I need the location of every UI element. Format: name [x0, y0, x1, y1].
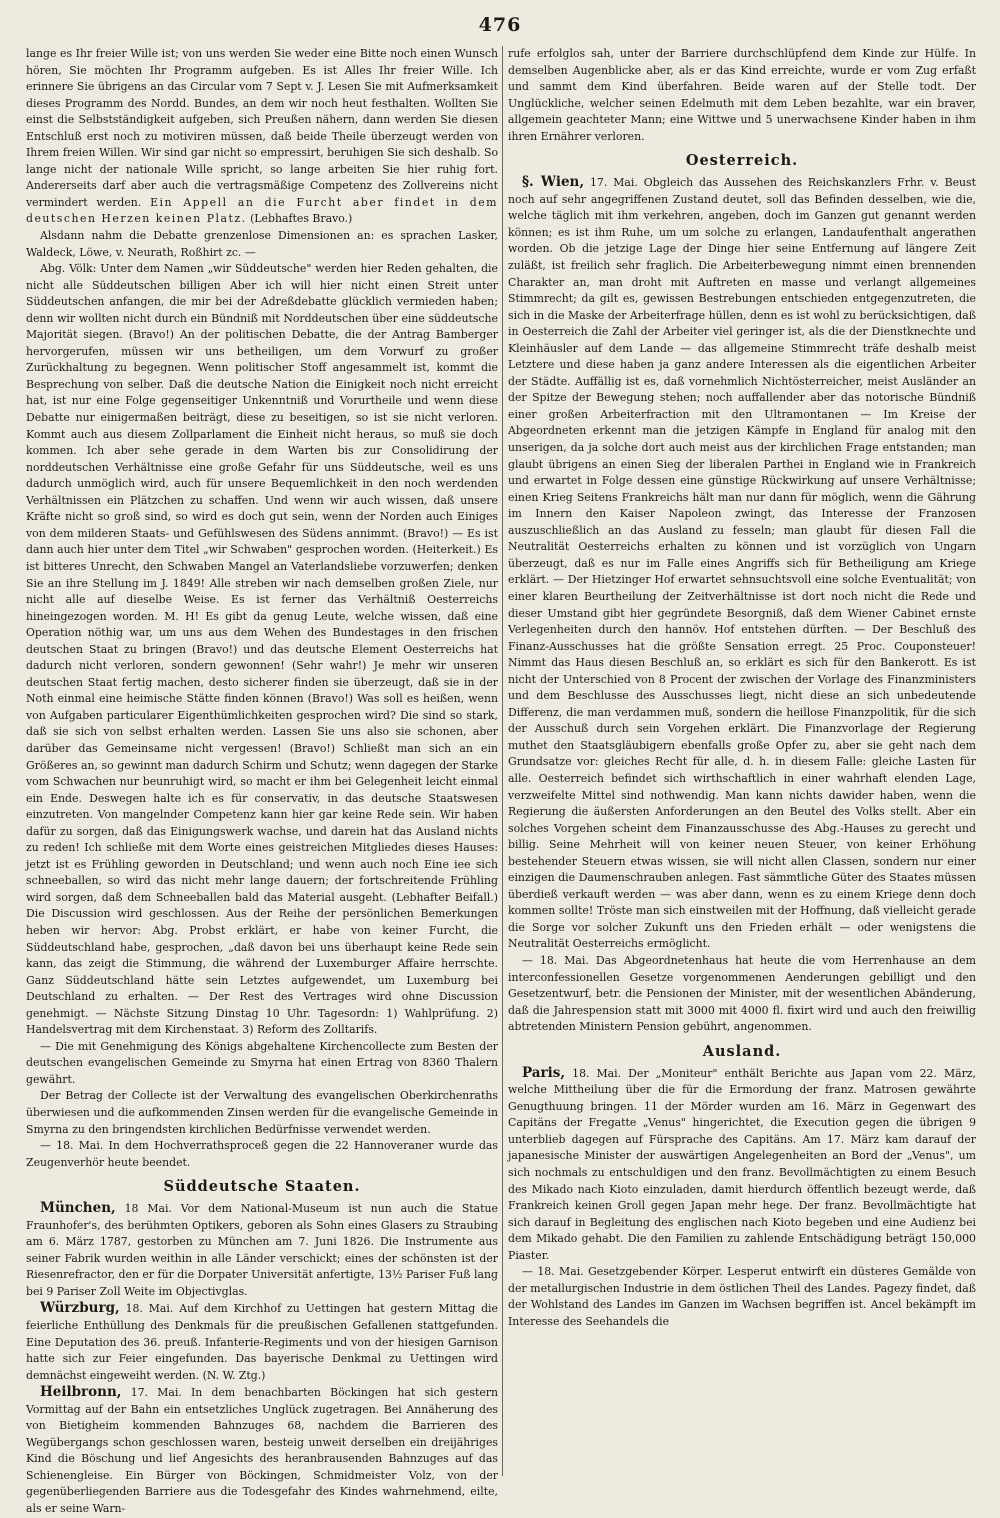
- dateline-place: Heilbronn,: [40, 1384, 122, 1401]
- news-text: 18 Mai. Vor dem National-Museum ist nun auch die Statue Fraunhofer's, des berühmten Optikers, geboren als Sohn eines Glasers zu Straubing am 6. März 1787, gestorben zu München am 7. Juni 1826. Die Instrumente aus seiner Fabrik wurden weithin in alle Länder verschickt; eines der schönsten ist der Riesenrefractor, den er für die Dorpater Universität anfertigte, 13½ Pariser Fuß lang bei 9 Pariser Zoll Weite im Objectivglas.: [26, 1202, 498, 1298]
- news-item-wien: [508, 174, 976, 953]
- article-paragraph: Abg. Völk: Unter dem Namen „wir Süddeutsche" werden hier Reden gehalten, die nicht alle Süddeutschen billigen Aber ich will hier nicht einen Streit unter Süddeutschen anfangen, die mir bei der Adreßdebatte glücklich vermieden haben; denn wir wollten nicht durch ein Bündniß mit Norddeutschen über eine süddeutsche Majorität siegen. (Bravo!) An der politischen Debatte, die der Antrag Bamberger hervorgerufen, müssen wir uns betheiligen, um dem Vorwurf zu großer Zurückhaltung zu begegnen. Wenn politischer Stoff angesammelt ist, kommt die Besprechung von selber. Daß die deutsche Nation die Einigkeit noch nicht erreicht hat, ist nur eine Folge gegenseitiger Unkenntniß und Vorurtheile und wenn diese Debatte nur einigermaßen beiträgt, diese zu beseitigen, so ist sie nicht verloren. Kommt auch aus diesem Zollparlament die Einheit nicht heraus, so muß sie doch kommen. Ich aber sehe gerade in dem Warten bis zur Consolidirung der norddeutschen Verhältnisse eine große Gefahr für uns Süddeutsche, weil es uns dadurch unmöglich wird, auch für unsere Bequemlichkeit in den noch werdenden Verhältnissen ein Plätzchen zu schaffen. Und wenn wir auch wissen, daß unsere Kräfte nicht so groß sind, so wird es doch gut sein, wenn der Norden auch Einiges von dem milderen Staats- und Gefühlswesen des Südens annimmt. (Bravo!) — Es ist dann auch hier unter dem Titel „wir Schwaben" gesprochen worden. (Heiterkeit.) Es ist bitteres Unrecht, den Schwaben Mangel an Vaterlandsliebe vorzuwerfen; denken Sie an ihre Stellung im J. 1849! Alle streben wir nach demselben großen Ziele, nur nicht alle auf dieselbe Weise. Es ist ferner das Verhältniß Oesterreichs hineingezogen worden. M. H! Es gibt da genug Leute, welche wissen, daß eine Operation nöthig war, um uns aus dem Wehen des Bundestages in den frischen deutschen Staat zu bringen (Bravo!) und das deutsche Element Oesterreichs hat dadurch nicht verloren, sondern gewonnen! (Sehr wahr!) Je mehr wir unseren deutschen Staat fertig machen, desto sicherer finden sie überzeugt, daß sie in der Noth einmal eine heimische Stätte finden können (Bravo!) Was soll es heißen, wenn von Aufgaben particularer Eigenthümlichkeiten gesprochen wird? Die sind so stark, daß sie sich von selbst erhalten werden. Lassen Sie uns also sie schonen, aber darüber das Gemeinsame nicht vergessen! (Bravo!) Schließt man sich an ein Größeres an, so gewinnt man dadurch Schirm und Schutz; wenn dagegen der Starke vom Schwachen nur beunruhigt wird, so macht er ihm bei Gelegenheit leicht einmal ein Ende. Deswegen halte ich es für conservativ, in das deutsche Staatswesen einzutreten. Von mangelnder Competenz kann hier gar keine Rede sein. Wir haben dafür zu sorgen, daß das Einigungswerk wachse, und darein hat das Ausland nichts zu reden! Ich schließe mit dem Worte eines geistreichen Mitgliedes dieses Hauses: jetzt ist es Frühling geworden in Deutschland; und wenn auch noch Eine iee sich schneeballen, so wird das nicht mehr lange dauern; der fortschreitende Frühling wird sorgen, daß dem Schneeballen bald das Material ausgeht. (Lebhafter Beifall.) Die Discussion wird geschlossen. Aus der Reihe der persönlichen Bemerkungen heben wir hervor: Abg. Probst erklärt, er habe von keiner Furcht, die Süddeutschland habe, gesprochen, „daß davon bei uns überhaupt keine Rede sein kann, das zeigt die Stimmung, die während der Luxemburger Affaire herrschte. Ganz Süddeutschland hätte sein Letztes aufgewendet, um Luxemburg bei Deutschland zu erhalten. — Der Rest des Vertrages wird ohne Discussion genehmigt. — Nächste Sitzung Dinstag 10 Uhr. Tagesordn: 1) Wahlprüfung. 2) Handelsvertrag mit dem Kirchenstaat. 3) Reform des Zolltarifs.: [26, 262, 498, 1037]
- news-text: 18. Mai. Auf dem Kirchhof zu Uettingen hat gestern Mittag die feierliche Enthüllung des Denkmals für die preußischen Gefallenen stattgefunden. Eine Deputation des 36. preuß. Infanterie-Regiments und von der hiesigen Garnison hatte sich zur Feier eingefunden. Das bayerische Denkmal zu Uettingen wird demnächst eingeweiht werden. (N. W. Ztg.): [26, 1302, 498, 1382]
- article-paragraph: — 18. Mai. In dem Hochverrathsproceß gegen die 22 Hannoveraner wurde das Zeugenverhör heute beendet.: [26, 1139, 498, 1169]
- article-paragraph: — 18. Mai. Das Abgeordnetenhaus hat heute die vom Herrenhause an dem interconfessionellen Gesetze vorgenommenen Aenderungen gebilligt und den Gesetzentwurf, betr. die Pensionen der Minister, mit der wesentlichen Abänderung, daß die Jahrespension statt mit 3000 mit 4000 fl. fixirt wird und auch den freiwillig abtretenden Ministern Pension gebührt, angenommen.: [508, 953, 976, 1034]
- article-paragraph: — 18. Mai. Gesetzgebender Körper. Lesperut entwirft ein düsteres Gemälde von der metallurgischen Industrie in dem östlichen Theil des Landes. Pagezy findet, daß der Wohlstand des Landes im Ganzen im Wachsen begriffen ist. Ancel bekämpft im Interesse des Seehandels die: [508, 1265, 976, 1328]
- section-heading-oesterreich: Oesterreich.: [685, 152, 799, 170]
- article-paragraph: rufe erfolglos sah, unter der Barriere durchschlüpfend dem Kinde zur Hülfe. In demselben Augenblicke aber, als er das Kind erreichte, wurde er vom Zug erfaßt und sammt dem Kind überfahren. Beide waren auf der Stelle todt. Der Unglückliche, welcher seinen Edelmuth mit dem Leben bezahlte, war ein braver, allgemein geachteter Mann; eine Wittwe und 5 unerwachsene Kinder haben in ihm ihren Ernährer verloren.: [508, 47, 976, 143]
- dateline-place: Paris,: [522, 1064, 566, 1081]
- section-heading-ausland: Ausland.: [702, 1042, 782, 1060]
- dateline-place: München,: [40, 1200, 116, 1217]
- news-text: 17. Mai. Obgleich das Aussehen des Reichskanzlers Frhr. v. Beust noch auf sehr angegriffenen Zustand deutet, soll das Befinden desselben, wie die, welche täglich mit ihm verkehren, angeben, doch im Ganzen gut genannt werden können; es ist ihm Ruhe, um um solche zu erlangen, Landaufenthalt angerathen worden. Ob die jetzige Lage der Dinge hier seine Entfernung auf längere Zeit zuläßt, ist freilich sehr fraglich. Die Arbeiterbewegung nimmt einen brennenden Charakter an, man droht mit Auftreten en masse und verlangt allgemeines Stimmrecht; da gilt es, gewissen Bestrebungen entschieden entgegenzutreten, die sich in die Maske der Arbeiterfrage hüllen, denn es ist wohl zu berücksichtigen, daß in Oesterreich die Zahl der Arbeiter viel geringer ist, als die der Dienstknechte und Kleinhäusler auf dem Lande — das allgemeine Stimmrecht träfe deshalb meist Letztere und diese haben ja ganz andere Interessen als die eigentlichen Arbeiter der Städte. Auffällig ist es, daß vornehmlich Nichtösterreicher, meist Ausländer an der Spitze der Bewegung stehen; noch auffallender aber das notorische Bündniß einer großen Arbeiterfraction mit den Ultramontanen — Im Kreise der Abgeordneten erkennt man die jetzigen Kämpfe in England für analog mit den unserigen, da ja solche dort auch meist aus der kirchlichen Frage entstanden; man glaubt übrigens an einen Sieg der liberalen Parthei in England wie in Frankreich und erwartet in Folge dessen eine günstige Rückwirkung auf unsere Verhältnisse; einen Krieg Seitens Frankreichs hält man nur dann für möglich, wenn die Gährung im Innern den Kaiser Napoleon zwingt, das Interesse der Franzosen auszuschließlich an das Ausland zu fesseln; man glaubt für diesen Fall die Neutralität Oesterreichs erhalten zu können und ist vorzüglich von Ungarn überzeugt, daß es nur im Falle eines Angriffs sich für Betheiligung am Kriege erklärt. — Der Hietzinger Hof erwartet sehnsuchtsvoll eine solche Eventualität; von einer klaren Beurtheilung der Zeitverhältnisse ist dort noch nicht die Rede und dieser Umstand gibt hier gegründete Besorgniß, daß dem Wiener Cabinet ernste Verlegenheiten durch den hannöv. Hof entstehen dürften. — Der Beschluß des Finanz-Ausschusses hat die größte Sensation erregt. 25 Proc. Couponsteuer! Nimmt das Haus diesen Beschluß an, so erklärt es sich für den Bankerott. Es ist nicht der Unterschied von 8 Procent der zwischen der Vorlage des Finanzministers und dem Beschlusse des Ausschusses liegt, nicht diese an sich unbedeutende Differenz, die man verdammen muß, sondern die heillose Finanzpolitik, für die sich der Ausschuß durch sein Vorgehen erklärt. Die Finanzvorlage der Regierung muthet den Staatsgläubigern ebenfalls große Opfer zu, aber sie geht nach dem Grundsatze vor: gleiches Recht für alle, d. h. in diesem Falle: gleiche Lasten für alle. Oesterreich befindet sich wirthschaftlich in einer wahrhaft elenden Lage, verzweifelte Mittel sind nothwendig. Man kann nichts dawider haben, wenn die Regierung die äußersten Anforderungen an den Beutel des Volks stellt. Aber ein solches Vorgehen scheint dem Finanzausschusse des Abg.-Hauses zu gerecht und billig. Seine Mehrheit will von keiner neuen Steuer, von keiner Erhöhung bestehender Steuern etwas wissen, sie will nicht allen Classen, sondern nur einer einzigen die Daumenschrauben anlegen. Fast sämmtliche Güter des Staates müssen überdieß verkauft werden — was aber dann, wenn es zu einem Kriege denn doch kommen sollte! Tröste man sich einstweilen mit der Hoffnung, daß vielleicht gerade die Sorge vor solcher Zukunft uns den Frieden erhält — oder wenigstens die Neutralität Oesterreichs ermöglicht.: [508, 176, 976, 951]
- news-text: 18. Mai. Der „Moniteur" enthält Berichte aus Japan vom 22. März, welche Mittheilung über die für die Ermordung der franz. Matrosen gewährte Genugthuung bringen. 11 der Mörder wurden am 16. März in Gegenwart des Capitäns der Fregatte „Venus" hingerichtet, die Execution gegen die übrigen 9 unterblieb dagegen auf Fürsprache des Capitäns. Am 17. März kam darauf der japanesische Minister der auswärtigen Angelegenheiten an Bord der „Venus", um sich nochmals zu entschuldigen und den franz. Bevollmächtigten zu einem Besuch des Mikado nach Kioto einzuladen, damit hierdurch öffentlich bezeugt werde, daß Frankreich keinen Groll gegen Japan mehr hege. Der franz. Bevollmächtigte hat sich darauf in Begleitung des englischen nach Kioto begeben und eine Audienz bei dem Mikado gehabt. Die den Familien zu zahlende Entschädigung beträgt 150,000 Piaster.: [508, 1066, 976, 1262]
- article-paragraph: [26, 46, 498, 228]
- dateline-place: Würzburg,: [40, 1300, 120, 1317]
- paragraph-text: (Lebhaftes Bravo.): [250, 212, 353, 226]
- article-paragraph: Der Betrag der Collecte ist der Verwaltung des evangelischen Oberkirchenraths überwiesen und die aufkommenden Zinsen werden für die evangelische Gemeinde in Smyrna zu den bringendsten kirchlichen Bedürfnisse verwendet werden.: [26, 1089, 498, 1136]
- column-divider: [502, 46, 503, 1476]
- spaced-emphasis-text: Ein Appell an die Furcht aber findet in dem deutschen Herzen keinen Platz.: [26, 195, 498, 226]
- right-column: [508, 46, 976, 1482]
- news-item-muenchen: [26, 1200, 498, 1300]
- news-text: 17. Mai. In dem benachbarten Böckingen hat sich gestern Vormittag auf der Bahn ein entsetzliches Unglück zugetragen. Bei Annäherung des von Bietigheim kommenden Bahnzuges 68, nachdem die Barrieren des Wegübergangs schon geschlossen waren, besteig unweit derselben ein dreijähriges Kind die Böschung und lief Angesichts des heranbrausenden Bahnzuges auf das Schienengleise. Ein Bürger von Böckingen, Schmidmeister Volz, von der gegenüberliegenden Barriere aus die Todesgefahr des Kindes wahrnehmend, eilte, als er seine Warn-: [26, 1386, 498, 1516]
- left-column: [26, 46, 498, 1516]
- page-number: 476: [478, 14, 522, 36]
- dateline-place: §. Wien,: [522, 174, 585, 191]
- paragraph-text: lange es Ihr freier Wille ist; von uns werden Sie weder eine Bitte noch einen Wunsch hören, Sie möchten Ihr Programm aufgeben. Es ist Alles Ihr freier Wille. Ich erinnere Sie übrigens an das Circular vom 7 Sept v. J. Lesen Sie mit Aufmerksamkeit dieses Programm des Nordd. Bundes, an dem wir noch heut festhalten. Wollten Sie einst die Selbstständigkeit aufgeben, sich Preußen nähern, dann werden Sie diesen Entschluß erst noch zu motiviren müssen, daß beide Theile überzeugt werden von Ihrem freien Willen. Wir sind gar nicht so empressirt, beruhigen Sie sich deshalb. So lange nicht der nationale Wille spricht, so lange arbeiten Sie hier ruhig fort. Andererseits darf aber auch die vertragsmäßige Competenz des Zollvereins nicht vermindert werden.: [26, 47, 498, 209]
- article-paragraph: — Die mit Genehmigung des Königs abgehaltene Kirchencollecte zum Besten der deutschen evangelischen Gemeinde zu Smyrna hat einen Ertrag von 8360 Thalern gewährt.: [26, 1039, 498, 1086]
- section-heading-sueddeutsche-staaten: Süddeutsche Staaten.: [163, 1178, 361, 1196]
- news-item-paris: [508, 1065, 976, 1265]
- article-paragraph: Alsdann nahm die Debatte grenzenlose Dimensionen an: es sprachen Lasker, Waldeck, Löwe, v. Neurath, Roßhirt zc. —: [26, 229, 498, 259]
- news-item-heilbronn: [26, 1384, 498, 1517]
- news-item-wuerzburg: [26, 1300, 498, 1384]
